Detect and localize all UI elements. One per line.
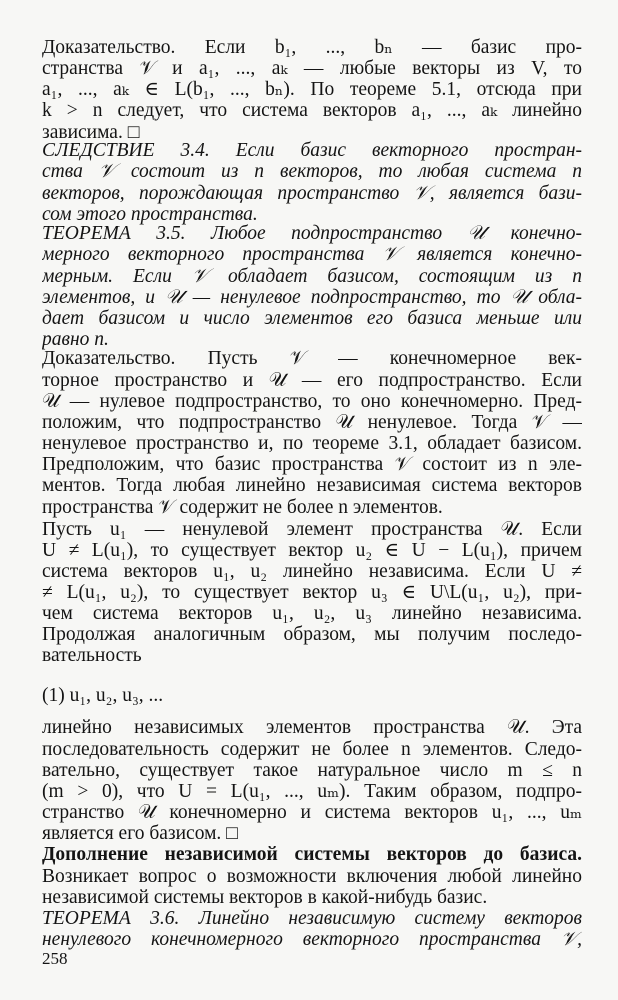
text-line: Предположим, что базис пространства 𝒱 состоит из n эле- [42,454,582,475]
text-line: ментов. Тогда любая линейно независимая система векторов [42,475,582,496]
text-line: вательно, существует такое натуральное число m ≤ n [42,760,582,781]
text-line: (m > 0), что U = L(u₁, ..., uₘ). Таким образом, подпро- [42,781,582,802]
text-line: 𝒰 — нулевое подпространство, то оно конечномерно. Пред- [42,391,582,412]
text-line: Доказательство. Пусть 𝒱 — конечномерное век- [42,348,582,369]
text-line: последовательность содержит не более n элементов. Следо- [42,739,582,760]
text-line: независимой системы векторов в какой-нибудь базис. [42,887,488,908]
text-line: ТЕОРЕМА 3.5. Любое подпространство 𝒰 конечно- [42,223,582,244]
text-line: (1) u₁, u₂, u₃, ... [42,685,164,706]
text-line: ТЕОРЕМА 3.6. Линейно независимую систему векторов [42,908,582,929]
text-line: векторов, порождающая пространство 𝒱, является бази- [42,183,582,204]
text-line: странство 𝒰 конечномерно и система векторов u₁, ..., uₘ [42,802,582,823]
text-line: СЛЕДСТВИЕ 3.4. Если базис векторного простран- [42,140,582,161]
text-line: линейно независимых элементов пространства 𝒰. Эта [42,717,582,738]
text-line: элементов, и 𝒰 — ненулевое подпространство, то 𝒰 обла- [42,287,582,308]
text-line: Продолжая аналогичным образом, мы получим последо- [42,624,582,645]
text-line: странства 𝒱 и a₁, ..., aₖ — любые векторы из V, то [42,58,582,79]
text-line: равно n. [42,329,109,350]
text-line: положим, что подпространство 𝒰 ненулевое. Тогда 𝒱 — [42,412,582,433]
text-line: U ≠ L(u₁), то существует вектор u₂ ∈ U − L(u₁), причем [42,540,582,561]
text-line: торное пространство и 𝒰 — его подпространство. Если [42,370,582,391]
text-line: a₁, ..., aₖ ∈ L(b₁, ..., bₙ). По теореме 5.1, отсюда при [42,79,582,100]
text-line: дает базисом и число элементов его базиса меньше или [42,308,582,329]
text-line: сом этого пространства. [42,204,258,225]
text-line: Доказательство. Если b₁, ..., bₙ — базис про- [42,37,582,58]
text-line: чем система векторов u₁, u₂, u₃ линейно независима. [42,603,582,624]
text-line: k > n следует, что система векторов a₁, ..., aₖ линейно [42,100,582,121]
text-line: ≠ L(u₁, u₂), то существует вектор u₃ ∈ U\L(u₁, u₂), при- [42,582,582,603]
text-line: ства 𝒱 состоит из n векторов, то любая система n [42,161,582,182]
text-line: является его базисом. □ [42,823,238,844]
text-line: ненулевое пространство и, по теореме 3.1, обладает базисом. [42,433,582,454]
page-number: 258 [42,949,68,968]
text-line: Возникает вопрос о возможности включения любой линейно [42,866,582,887]
text-line: система векторов u₁, u₂ линейно независима. Если U ≠ [42,561,582,582]
text-line: мерного векторного пространства 𝒱 является конечно- [42,244,582,265]
text-line: ненулевого конечномерного векторного пространства 𝒱, [42,929,582,950]
text-line: Пусть u₁ — ненулевой элемент пространства 𝒰. Если [42,519,582,540]
text-line: Дополнение независимой системы векторов до базиса. [42,844,582,865]
text-line: зависима. □ [42,122,140,143]
text-line: пространства 𝒱 содержит не более n элементов. [42,497,443,518]
text-line: вательность [42,645,142,666]
text-line: мерным. Если 𝒱 обладает базисом, состоящим из n [42,266,582,287]
